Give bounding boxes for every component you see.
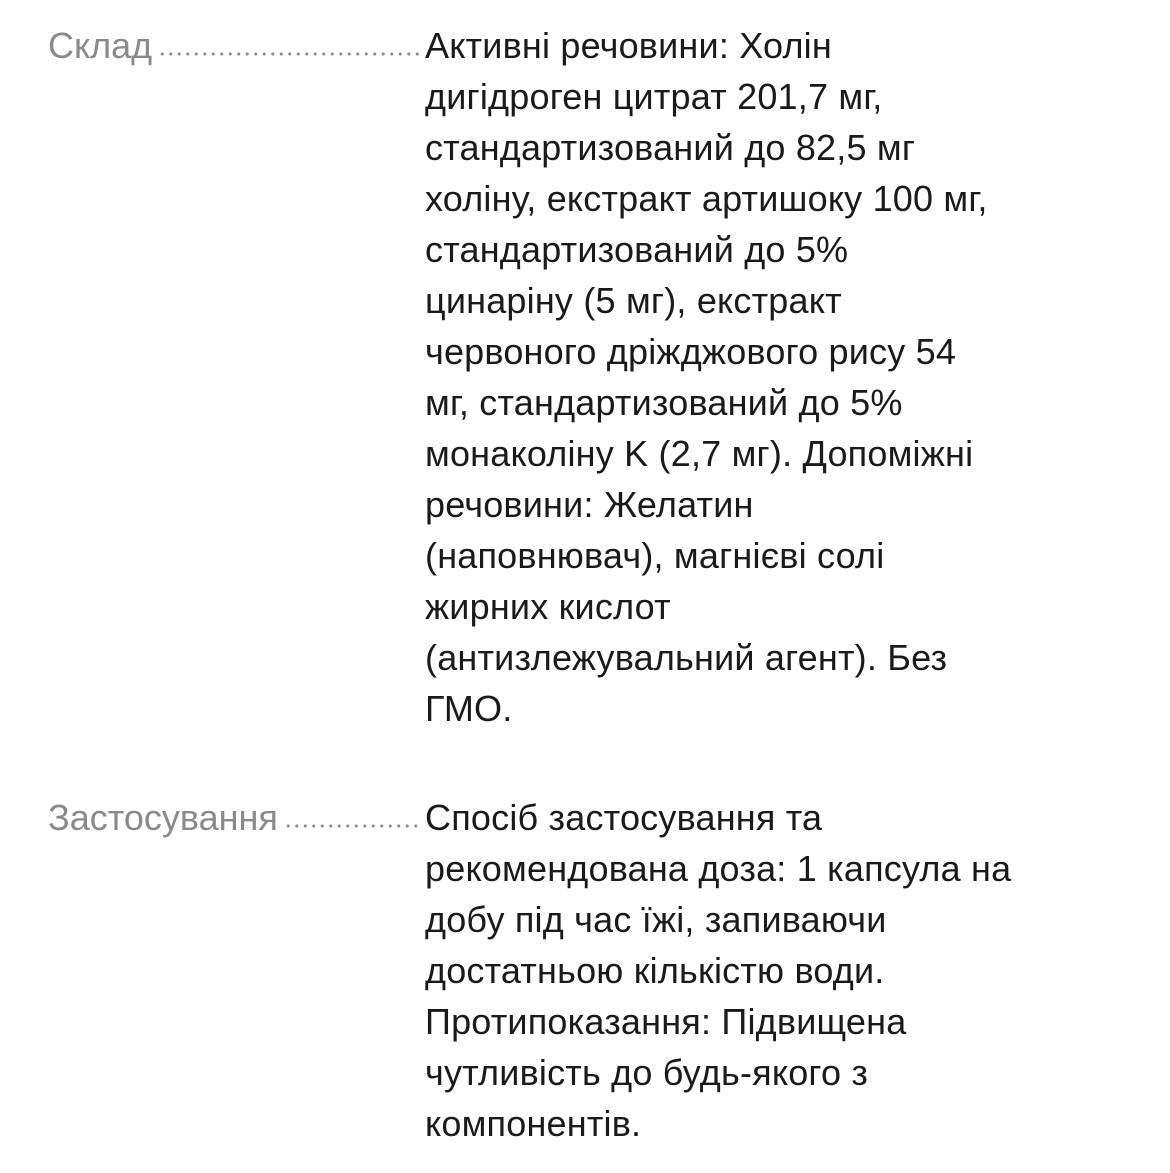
spec-value-line: (антизлежувальний агент). Без — [425, 637, 948, 678]
spec-value-line: рекомендована доза: 1 капсула на — [425, 848, 1012, 889]
spec-label-container — [48, 20, 425, 71]
spec-value-line: Активні речовини: Холін — [425, 25, 832, 66]
spec-row-composition — [48, 20, 1128, 734]
dotted-leader — [158, 52, 419, 56]
dotted-leader — [284, 824, 419, 828]
spec-value-line: жирних кислот — [425, 586, 671, 627]
spec-value-line: холіну, екстракт артишоку 100 мг, — [425, 178, 988, 219]
spec-label-usage: Застосування — [48, 797, 278, 838]
spec-value-line: Протипоказання: Підвищена — [425, 1001, 907, 1042]
spec-value-usage — [425, 792, 1128, 1149]
spec-value-line: (наповнювач), магнієві солі — [425, 535, 885, 576]
spec-label-container — [48, 792, 425, 843]
spec-value-line: компонентів. — [425, 1103, 642, 1144]
spec-value-line: добу під час їжі, запиваючи — [425, 899, 887, 940]
spec-value-composition — [425, 20, 1128, 734]
spec-value-line: дигідроген цитрат 201,7 мг, — [425, 76, 883, 117]
spec-label-composition: Склад — [48, 25, 153, 66]
spec-row-usage — [48, 792, 1128, 1149]
spec-value-line: Спосіб застосування та — [425, 797, 823, 838]
spec-value-line: монаколіну K (2,7 мг). Допоміжні — [425, 433, 974, 474]
spec-value-line: стандартизований до 82,5 мг — [425, 127, 916, 168]
spec-value-line: стандартизований до 5% — [425, 229, 849, 270]
spec-value-line: речовини: Желатин — [425, 484, 754, 525]
spec-value-line: чутливість до будь-якого з — [425, 1052, 869, 1093]
spec-value-line: достатньою кількістю води. — [425, 950, 885, 991]
spec-value-line: червоного дріжджового рису 54 — [425, 331, 957, 372]
spec-value-line: мг, стандартизований до 5% — [425, 382, 903, 423]
spec-value-line: цинаріну (5 мг), екстракт — [425, 280, 842, 321]
spec-value-line: ГМО. — [425, 688, 513, 729]
